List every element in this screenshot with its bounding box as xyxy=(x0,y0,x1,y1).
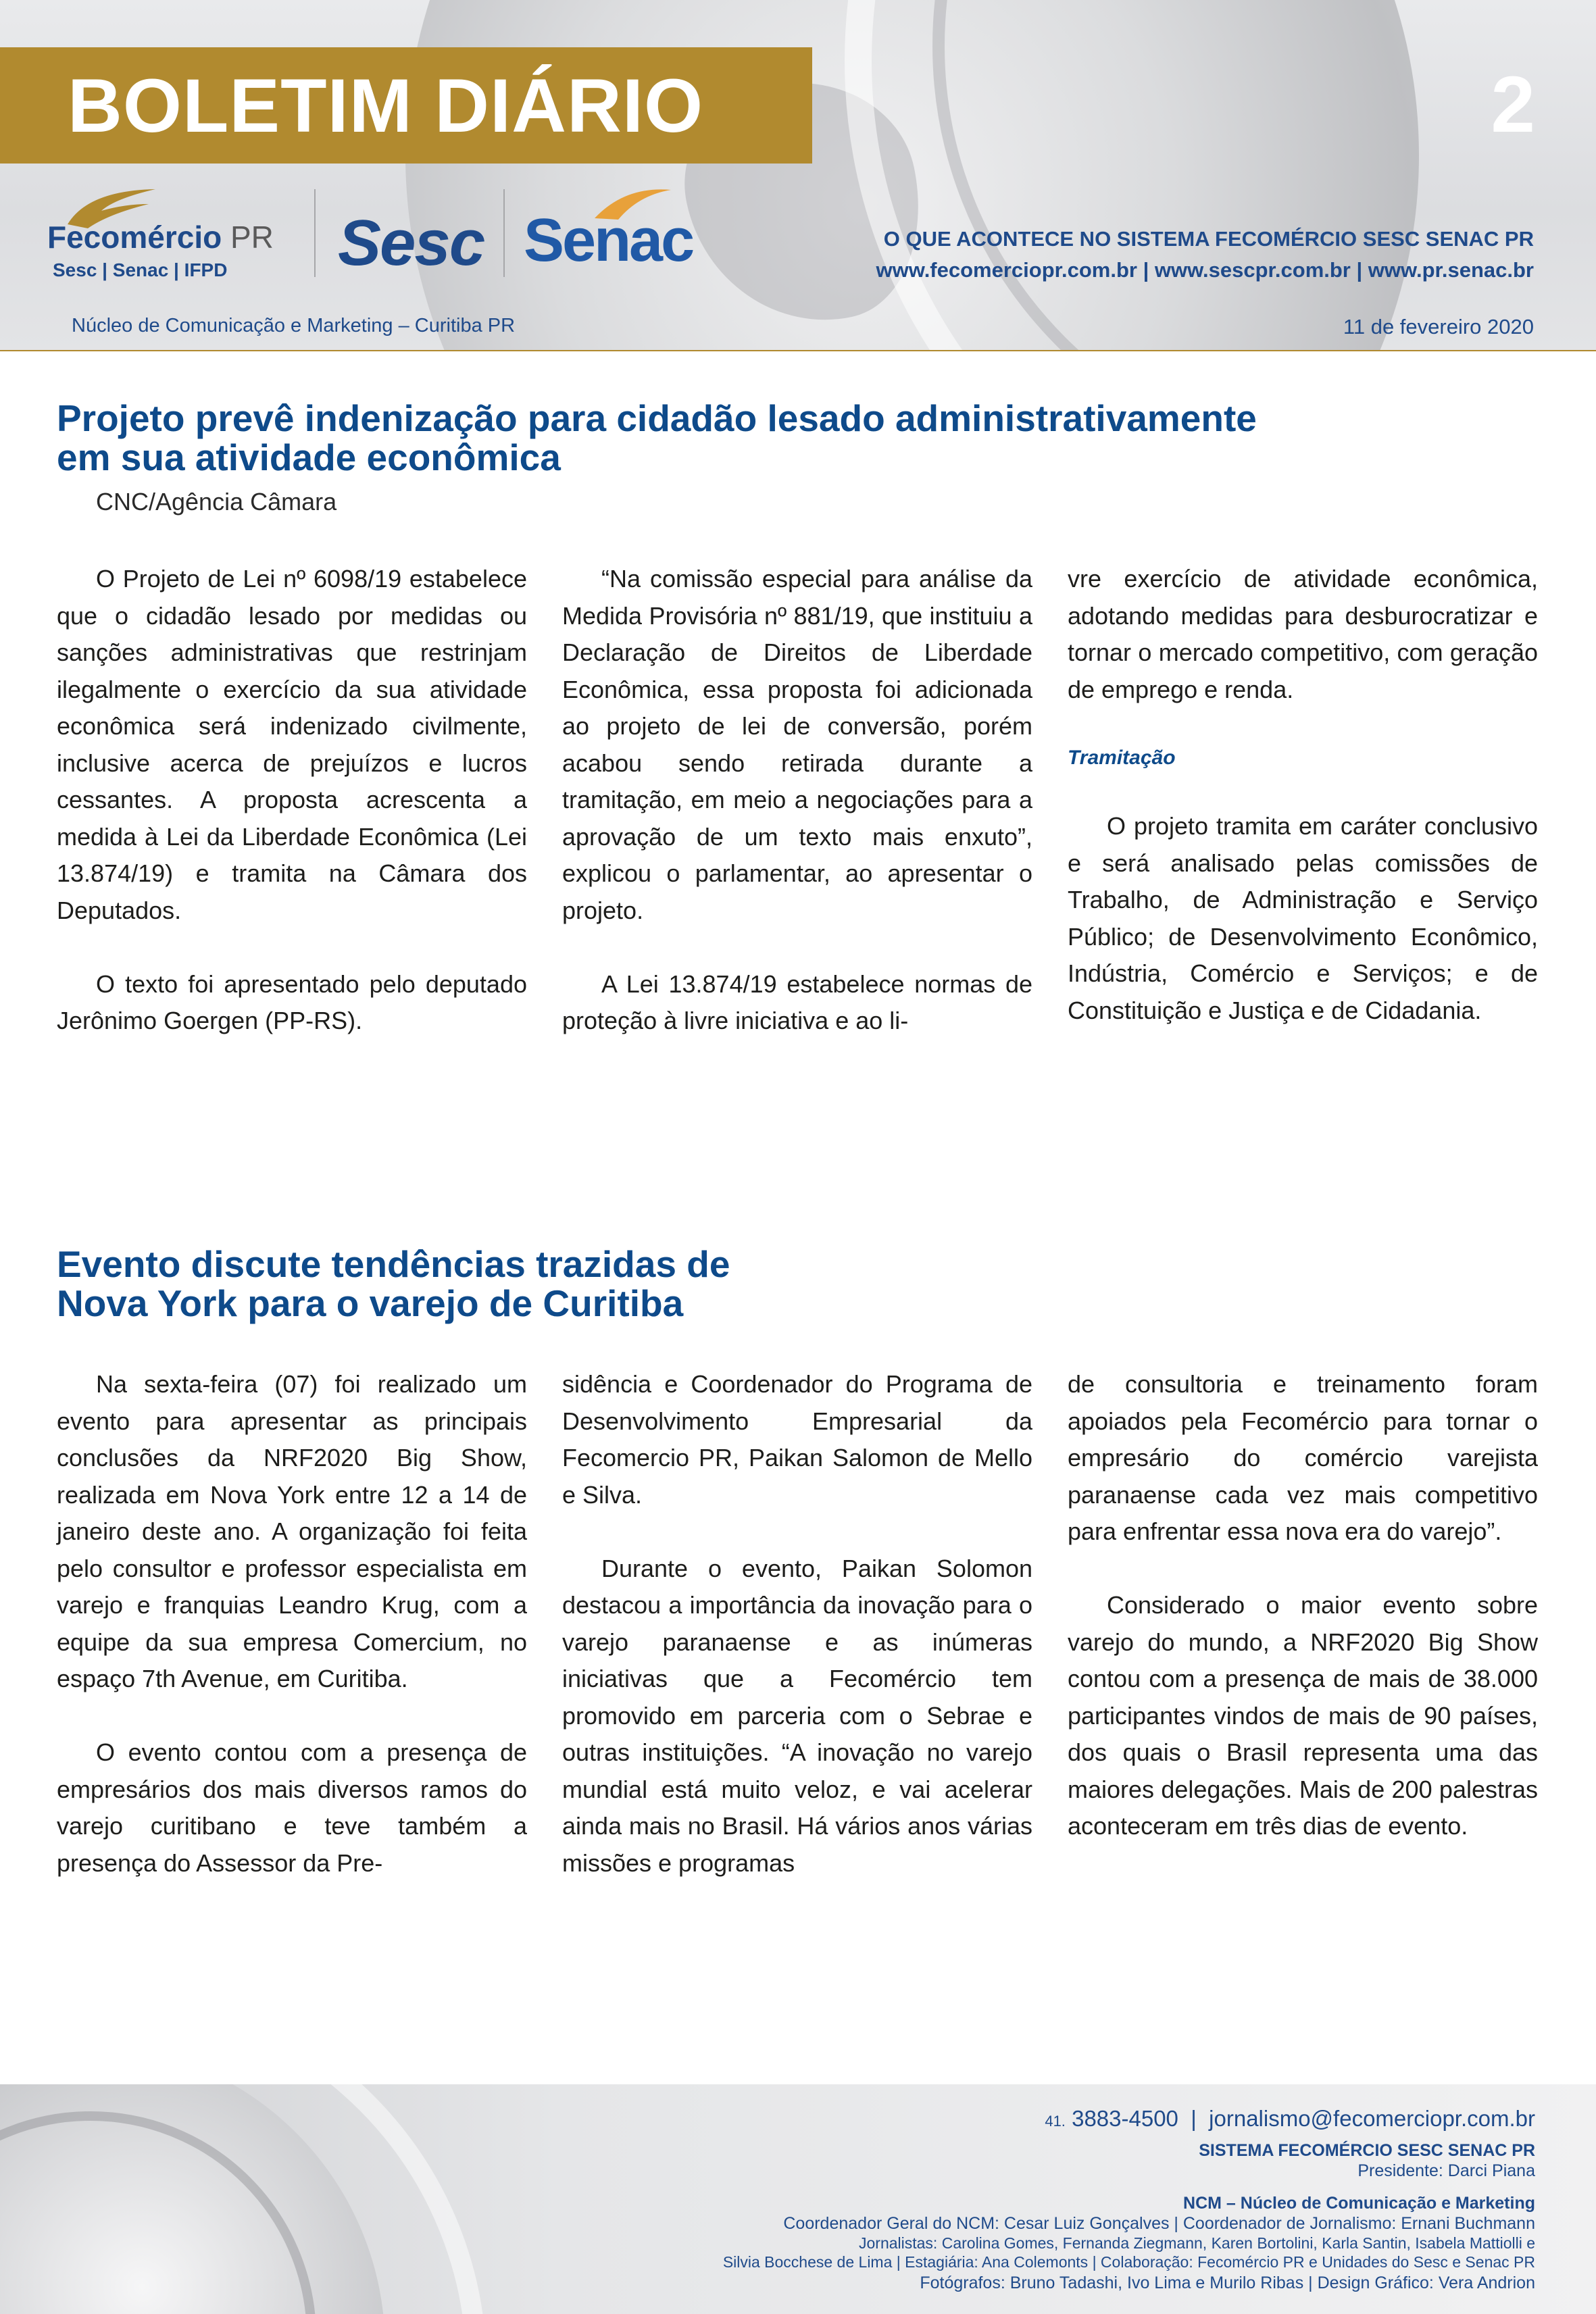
page-number: 2 xyxy=(1491,60,1535,149)
article1-title xyxy=(57,399,1257,477)
logo-divider xyxy=(314,189,316,277)
fecomercio-logo xyxy=(47,184,311,285)
paragraph-continued: vre exercício de atividade econômica, adotando medidas para desburocratizar e tornar o mercado competitivo, com geração de emprego e renda. xyxy=(1068,565,1538,703)
paragraph: O projeto tramita em caráter conclusivo e será analisado pelas comissões de Trabalho, de Administração e Serviço Público; de Desenvolvimento Econômico, Indústria, Comércio e Serviços; e de Constituição e Justiça e de Cidadania. xyxy=(1068,812,1538,1024)
article2-title-line1: Evento discute tendências trazidas de xyxy=(57,1243,730,1285)
orbit-ring-graphic-inner xyxy=(932,0,1596,351)
footer-ncm: NCM – Núcleo de Comunicação e Marketing xyxy=(1183,2194,1535,2213)
footer-system-name: SISTEMA FECOMÉRCIO SESC SENAC PR xyxy=(1199,2141,1535,2160)
paragraph: Durante o evento, Paikan Solomon destacou a importância da inovação para o varejo paranaense e as inúmeras iniciativas que a Fecomércio tem promovido em parceria com o Sebrae e outras instituições. “A inovação no varejo mundial está muito veloz, e vai acelerar ainda mais no Brasil. Há vários anos várias missões e programas xyxy=(562,1554,1032,1877)
article2-column2 xyxy=(562,1366,1032,1882)
header-rule xyxy=(0,350,1596,351)
department-label: Núcleo de Comunicação e Marketing – Curitiba PR xyxy=(72,315,516,336)
phone-prefix: 41. xyxy=(1045,2113,1066,2130)
article1-title-line1: Projeto prevê indenização para cidadão lesado administrativamente xyxy=(57,397,1257,439)
article1-column3 xyxy=(1068,561,1538,1029)
footer-journalists: Jornalistas: Carolina Gomes, Fernanda Ziegmann, Karen Bortolini, Karla Santin, Isabela Mattiolli e xyxy=(859,2234,1535,2252)
tagline: O QUE ACONTECE NO SISTEMA FECOMÉRCIO SESC SENAC PR xyxy=(883,227,1534,251)
issue-date: 11 de fevereiro 2020 xyxy=(1343,315,1534,338)
footer-coordinators: Coordenador Geral do NCM: Cesar Luiz Gonçalves | Coordenador de Jornalismo: Ernani Buchmann xyxy=(783,2214,1535,2233)
phone-number[interactable]: 3883-4500 xyxy=(1072,2106,1178,2131)
senac-logo xyxy=(524,206,693,276)
logo-divider xyxy=(503,189,505,277)
contact-email[interactable]: jornalismo@fecomerciopr.com.br xyxy=(1209,2106,1535,2131)
title-banner xyxy=(0,47,812,164)
paragraph-continued: sidência e Coordenador do Programa de Desenvolvimento Empresarial da Fecomercio PR, Paikan Salomon de Mello e Silva. xyxy=(562,1370,1032,1509)
paragraph: O texto foi apresentado pelo deputado Jerônimo Goergen (PP-RS). xyxy=(57,970,527,1034)
paragraph: “Na comissão especial para análise da Medida Provisória nº 881/19, que instituiu a Declaração de Direitos de Liberdade Econômica, essa proposta foi adicionada ao projeto de lei de conversão, porém acabou sendo retirada durante a tramitação, em meio a negociações para a aprovação de um texto mais enxuto”, explicou o parlamentar, ao apresentar o projeto. xyxy=(562,565,1032,924)
senac-logo-text: Senac xyxy=(524,207,693,274)
sesc-logo: Sesc xyxy=(338,207,484,279)
bulletin-title: BOLETIM DIÁRIO xyxy=(68,64,704,148)
article1-column2 xyxy=(562,561,1032,1040)
website-links[interactable]: www.fecomerciopr.com.br | www.sescpr.com.br | www.pr.senac.br xyxy=(876,258,1534,282)
paragraph: O evento contou com a presença de empresários dos mais diversos ramos do varejo curitibano e teve também a presença do Assessor da Pre- xyxy=(57,1738,527,1877)
article1-column1 xyxy=(57,561,527,1040)
footer-journalists-cont: Silvia Bocchese de Lima | Estagiária: Ana Colemonts | Colaboração: Fecomércio PR e Unidades do Sesc e Senac PR xyxy=(722,2253,1535,2271)
footer-president: Presidente: Darci Piana xyxy=(1357,2161,1535,2180)
fecomercio-logo-sub: Sesc | Senac | IFPD xyxy=(53,259,228,280)
paragraph-continued: de consultoria e treinamento foram apoiados pela Fecomércio para tornar o empresário do comércio varejista paranaense cada vez mais competitivo para enfrentar essa nova era do varejo”. xyxy=(1068,1370,1538,1545)
fecomercio-logo-name: Fecomércio xyxy=(47,220,222,255)
masthead xyxy=(0,0,1596,351)
subheading-tramitacao: Tramitação xyxy=(1068,747,1176,769)
paragraph: O Projeto de Lei nº 6098/19 estabelece que o cidadão lesado por medidas ou sanções administrativas que restrinjam ilegalmente o exercício da sua atividade econômica será indenizado civilmente, inclusive acerca de prejuízos e lucros cessantes. A proposta acrescenta a medida à Lei da Liberdade Econômica (Lei 13.874/19) e tramita na Câmara dos Deputados. xyxy=(57,565,527,924)
senac-swoosh-icon xyxy=(591,186,672,221)
paragraph: Na sexta-feira (07) foi realizado um evento para apresentar as principais conclusões da NRF2020 Big Show, realizada em Nova York entre 12 a 14 de janeiro deste ano. A organização foi feita pelo consultor e professor especialista em varejo e franquias Leandro Krug, com a equipe da sua empresa Comercium, no espaço 7th Avenue, em Curitiba. xyxy=(57,1370,527,1692)
article2-title-line2: Nova York para o varejo de Curitiba xyxy=(57,1282,684,1324)
footer-photographers: Fotógrafos: Bruno Tadashi, Ivo Lima e Murilo Ribas | Design Gráfico: Vera Andrion xyxy=(920,2273,1535,2292)
paragraph: A Lei 13.874/19 estabelece normas de proteção à livre iniciativa e ao li- xyxy=(562,970,1032,1034)
article2-column3 xyxy=(1068,1366,1538,1845)
article1-title-line2: em sua atividade econômica xyxy=(57,436,561,478)
article1-source: CNC/Agência Câmara xyxy=(96,488,337,515)
fecomercio-logo-state: PR xyxy=(230,220,274,255)
paragraph: Considerado o maior evento sobre varejo do mundo, a NRF2020 Big Show contou com a presença de mais de 38.000 participantes vindos de mais de 90 países, dos quais o Brasil representa uma das maiores delegações. Mais de 200 palestras aconteceram em três dias de evento. xyxy=(1068,1591,1538,1840)
article2-title xyxy=(57,1244,730,1323)
footer-contact: 41. 3883-4500 | jornalismo@fecomerciopr.com.br xyxy=(1045,2106,1535,2131)
footer xyxy=(0,2084,1596,2314)
article2-column1 xyxy=(57,1366,527,1882)
